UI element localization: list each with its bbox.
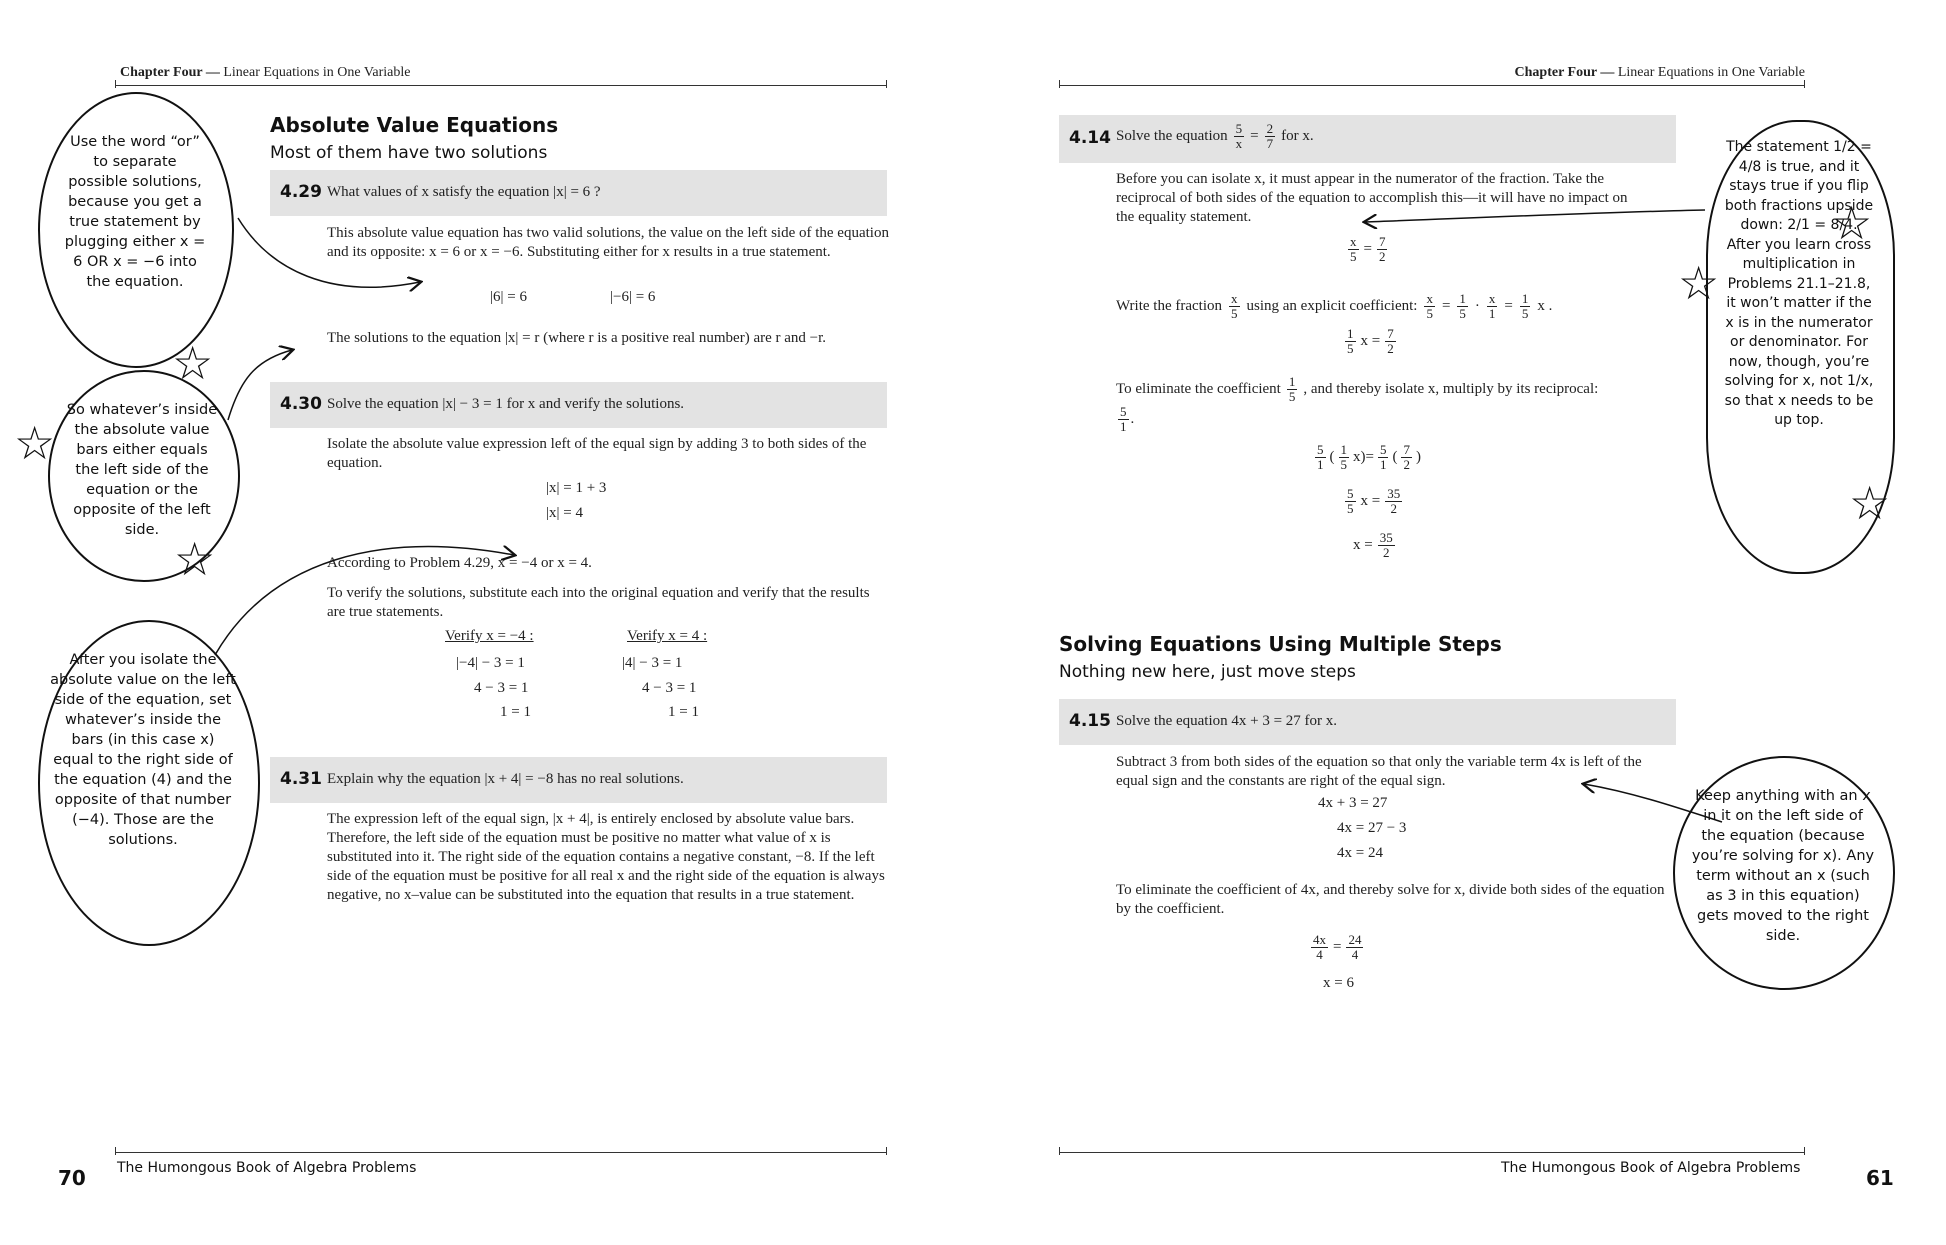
equation: $\frac{5}{1}$ ( $\frac{1}{5}$ x)= $\frac{5}{1}$ ( $\frac{7}{2}$ ) bbox=[1317, 442, 1421, 472]
solution-text: To eliminate the coefficient of 4x, and thereby solve for x, divide both sides of the equation by the coefficient. bbox=[1116, 882, 1665, 917]
problem-question: Explain why the equation |x + 4| = −8 has no real solutions. bbox=[327, 771, 684, 787]
margin-note: Keep anything with an x in it on the left side of the equation (because you’re solving for x). Any term without an x (such as 3 in this equation) gets moved to the right side. bbox=[1691, 788, 1875, 944]
solution-text: Isolate the absolute value expression left of the equal sign by adding 3 to both sides of the equation. bbox=[327, 436, 867, 471]
footer-rule-tick bbox=[886, 1147, 887, 1155]
problem-number: 4.31 bbox=[280, 769, 322, 789]
book-title-footer: The Humongous Book of Algebra Problems bbox=[1501, 1160, 1801, 1176]
solution-text: According to Problem 4.29, x = −4 or x = 4. bbox=[327, 555, 592, 571]
problem-question: Solve the equation |x| − 3 = 1 for x and verify the solutions. bbox=[327, 396, 685, 412]
equation: |x| = 1 + 3 bbox=[546, 480, 607, 496]
equation: 4x + 3 = 27 bbox=[1318, 795, 1388, 811]
header-rule-tick bbox=[115, 80, 116, 88]
star-doodle-icon: ☆ bbox=[14, 416, 56, 470]
right-page bbox=[973, 0, 1946, 1245]
problem-band-4-29 bbox=[270, 170, 887, 216]
problem-number: 4.29 bbox=[280, 182, 322, 202]
problem-number: 4.15 bbox=[1069, 711, 1111, 731]
equation: $\frac{5}{5}$ x = $\frac{35}{2}$ bbox=[1347, 486, 1401, 516]
equation: x = $\frac{35}{2}$ bbox=[1353, 530, 1393, 560]
header-rule bbox=[1059, 85, 1805, 86]
footer-rule-tick bbox=[1804, 1147, 1805, 1155]
equation: 4x = 27 − 3 bbox=[1337, 820, 1407, 836]
equation: 1 = 1 bbox=[668, 704, 699, 720]
page-number: 61 bbox=[1866, 1166, 1894, 1190]
problem-question: What values of x satisfy the equation |x| = 6 ? bbox=[327, 184, 601, 200]
equation: 4x = 24 bbox=[1337, 845, 1383, 861]
star-doodle-icon: ☆ bbox=[172, 336, 214, 390]
equation: $\frac{x}{5}$ = $\frac{7}{2}$ bbox=[1350, 234, 1386, 264]
problem-question: Solve the equation 4x + 3 = 27 for x. bbox=[1116, 713, 1338, 729]
equation: x = 6 bbox=[1323, 975, 1354, 991]
problem-band-4-31 bbox=[270, 757, 887, 803]
equation: 4 − 3 = 1 bbox=[642, 680, 697, 696]
solution-text: Subtract 3 from both sides of the equation so that only the variable term 4x is left of the equal sign and the constants are right of the equal sign. bbox=[1116, 754, 1642, 789]
footer-rule bbox=[115, 1152, 887, 1153]
header-rule-tick bbox=[886, 80, 887, 88]
equation: $\frac{4x}{4}$ = $\frac{24}{4}$ bbox=[1313, 932, 1362, 962]
footer-rule-tick bbox=[1059, 1147, 1060, 1155]
solution-text: To verify the solutions, substitute each into the original equation and verify that the results are true statements. bbox=[327, 585, 870, 620]
problem-band-4-30 bbox=[270, 382, 887, 428]
problem-band-4-15 bbox=[1059, 699, 1676, 745]
verify-heading: Verify x = 4 : bbox=[627, 628, 708, 644]
header-rule-tick bbox=[1059, 80, 1060, 88]
margin-note: After you isolate the absolute value on the left side of the equation, set whatever’s inside the bars (in this case x) equal to the right side of the equation (4) and the opposite of that number (−4). Those are the solutions. bbox=[50, 652, 236, 848]
solution-text: The expression left of the equal sign, |x + 4|, is entirely enclosed by absolute value bars. Therefore, the left side of the equation must be positive no matter what value of x is substituted into it. The right side of the equation contains a negative constant, −8. If the left side of the equation must be positive for all real x and the right side of the equation is always negative, no x–value can be substituted into the equation that results in a true statement. bbox=[327, 811, 885, 903]
section-subtitle: Most of them have two solutions bbox=[270, 143, 548, 163]
section-title: Solving Equations Using Multiple Steps bbox=[1059, 632, 1502, 656]
margin-note: So whatever’s inside the absolute value bars either equals the left side of the equation or the opposite of the left side. bbox=[66, 402, 218, 538]
solution-text: Write the fraction $\frac{x}{5}$ using an explicit coefficient: $\frac{x}{5}$ = $\frac{1}{5}$ · $\frac{x}{1}$ = $\frac{1}{5}$ x . bbox=[1116, 291, 1553, 321]
star-doodle-icon: ☆ bbox=[1678, 256, 1720, 310]
star-doodle-icon: ☆ bbox=[1849, 476, 1891, 530]
section-title: Absolute Value Equations bbox=[270, 113, 559, 137]
equation: |4| − 3 = 1 bbox=[622, 655, 683, 671]
verify-heading: Verify x = −4 : bbox=[445, 628, 534, 644]
equation: |6| = 6 bbox=[490, 289, 527, 305]
section-subtitle: Nothing new here, just move steps bbox=[1059, 662, 1356, 682]
reciprocal-fraction: $\frac{5}{1}$ . bbox=[1120, 404, 1135, 434]
book-title-footer: The Humongous Book of Algebra Problems bbox=[117, 1160, 417, 1176]
solution-text: To eliminate the coefficient $\frac{1}{5}$ , and thereby isolate x, multiply by its reciprocal: bbox=[1116, 374, 1599, 404]
problem-band-4-14 bbox=[1059, 115, 1676, 163]
margin-note: Use the word “or” to separate possible solutions, because you get a true statement by plugging either x = 6 OR x = −6 into the equation. bbox=[64, 134, 206, 290]
equation: |x| = 4 bbox=[546, 505, 583, 521]
page-number: 70 bbox=[58, 1166, 86, 1190]
margin-note: The statement 1/2 = 4/8 is true, and it stays true if you flip both fractions upside down: 2/1 = 8/4. After you learn cross multiplication in Problems 21.1–21.8, it won’t matter if the x is in the numerator or denominator. For now, though, you’re solving for x, not 1/x, so that x needs to be up top. bbox=[1724, 139, 1874, 428]
problem-number: 4.30 bbox=[280, 394, 322, 414]
equation: 1 = 1 bbox=[500, 704, 531, 720]
chapter-header: Chapter Four — Linear Equations in One Variable bbox=[120, 65, 411, 80]
solution-text: The solutions to the equation |x| = r (where r is a positive real number) are r and −r. bbox=[327, 330, 827, 346]
star-doodle-icon: ☆ bbox=[174, 532, 216, 586]
equation: |−4| − 3 = 1 bbox=[456, 655, 525, 671]
header-rule-tick bbox=[1804, 80, 1805, 88]
header-rule bbox=[115, 85, 887, 86]
star-doodle-icon: ☆ bbox=[1831, 196, 1873, 250]
problem-question: Solve the equation $\frac{5}{x}$ = $\frac{2}{7}$ for x. bbox=[1116, 121, 1314, 151]
equation: $\frac{1}{5}$ x = $\frac{7}{2}$ bbox=[1347, 326, 1394, 356]
equation: |−6| = 6 bbox=[610, 289, 656, 305]
chapter-header: Chapter Four — Linear Equations in One Variable bbox=[1514, 65, 1805, 80]
solution-text: Before you can isolate x, it must appear in the numerator of the fraction. Take the reciprocal of both sides of the equation to accomplish this—it will have no impact on the equality statement. bbox=[1116, 171, 1628, 225]
footer-rule bbox=[1059, 1152, 1805, 1153]
solution-text: This absolute value equation has two valid solutions, the value on the left side of the equation and its opposite: x = 6 or x = −6. Substituting either for x results in a true statement. bbox=[327, 225, 889, 260]
equation: 4 − 3 = 1 bbox=[474, 680, 529, 696]
problem-number: 4.14 bbox=[1069, 128, 1111, 148]
footer-rule-tick bbox=[115, 1147, 116, 1155]
